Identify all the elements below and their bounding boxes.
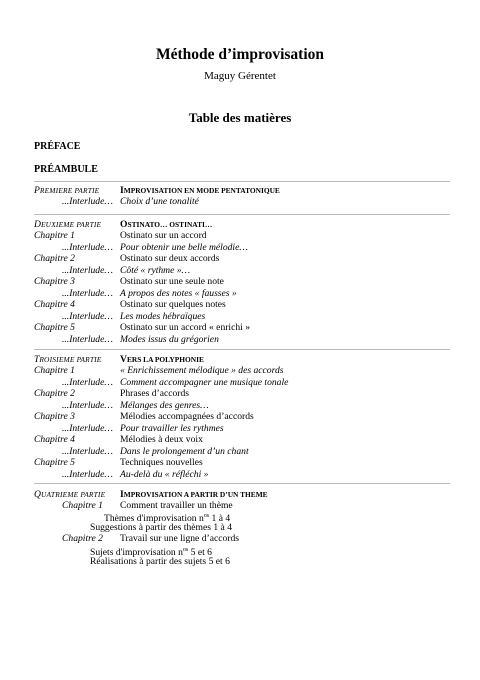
part-4-heading: IMPROVISATION A PARTIR D’UN THEME xyxy=(120,489,268,500)
chapter-label: Chapitre 2 xyxy=(34,388,75,399)
author-name: Maguy Gérentet xyxy=(204,70,276,82)
chapter-label: Chapitre 3 xyxy=(34,276,75,287)
toc-entry-preface: PRÉFACE xyxy=(34,141,81,152)
interlude-title: Comment accompagner une musique tonale xyxy=(120,376,289,388)
chapter-title: Comment travailler un thème xyxy=(120,500,233,511)
chapter-title: Phrases d’accords xyxy=(120,388,189,399)
toc-entry-preambule: PRÉAMBULE xyxy=(34,164,98,175)
chapter-title: Techniques nouvelles xyxy=(120,457,203,468)
interlude-title: A propos des notes « fausses » xyxy=(120,287,237,299)
chapter-label: Chapitre 4 xyxy=(34,434,75,445)
interlude-label: ...Interlude… xyxy=(62,196,113,207)
chapter-label: Chapitre 5 xyxy=(34,457,75,468)
chapter-label: Chapitre 3 xyxy=(34,411,75,422)
interlude-title: Pour obtenir une belle mélodie… xyxy=(120,241,248,253)
chapter-label: Chapitre 1 xyxy=(62,500,103,511)
part-2-heading: OSTINATO… OSTINATI… xyxy=(120,219,213,230)
part-3-heading: VERS LA POLYPHONIE xyxy=(120,354,204,365)
chapter-label: Chapitre 5 xyxy=(34,322,75,333)
chapter-label: Chapitre 2 xyxy=(62,533,103,544)
interlude-title: Dans le prolongement d’un chant xyxy=(120,445,249,457)
chapter-title: Ostinato sur un accord « enrichi » xyxy=(120,322,251,333)
chapter-label: Chapitre 4 xyxy=(34,299,75,310)
sub-entry: Thèmes d'improvisation $n^{os}$ 1 à 4 xyxy=(104,513,231,525)
toc-title: Table des matières xyxy=(188,110,292,125)
interlude-label: ...Interlude… xyxy=(62,445,113,457)
section-divider xyxy=(34,349,450,350)
interlude-label: ...Interlude… xyxy=(62,264,113,276)
section-divider xyxy=(34,214,450,215)
section-divider xyxy=(34,483,450,484)
section-divider xyxy=(34,181,450,182)
sub-entry: Sujets d'improvisation $n^{os}$ 5 et 6 xyxy=(90,547,212,559)
sub-entry: Suggestions à partir des thèmes 1 à 4 xyxy=(90,522,233,533)
part-2-label: DEUXIEME PARTIE xyxy=(34,219,102,230)
interlude-title: Côté « rythme »… xyxy=(120,264,191,276)
interlude-label: ...Interlude… xyxy=(62,422,113,434)
chapter-label: Chapitre 2 xyxy=(34,253,75,264)
interlude-title: Au-delà du « réfléchi » xyxy=(120,468,209,480)
part-4-label: QUATRIEME PARTIE xyxy=(34,489,106,500)
chapter-title: Ostinato sur une seule note xyxy=(120,276,224,287)
chapter-title: Ostinato sur deux accords xyxy=(120,253,220,264)
interlude-label: ...Interlude… xyxy=(62,241,113,253)
interlude-title: Choix d’une tonalité xyxy=(120,196,199,207)
interlude-label: ...Interlude… xyxy=(62,333,113,345)
chapter-title: Travail sur une ligne d’accords xyxy=(120,533,240,544)
part-3-label: TROISIEME PARTIE xyxy=(34,354,102,365)
chapter-label: Chapitre 1 xyxy=(34,365,75,376)
interlude-label: ...Interlude… xyxy=(62,310,113,322)
chapter-title: Mélodies accompagnées d’accords xyxy=(120,411,254,422)
interlude-title: Les modes hébraïques xyxy=(120,310,206,322)
interlude-label: ...Interlude… xyxy=(62,287,113,299)
chapter-title: « Enrichissement mélodique » des accords xyxy=(120,365,284,376)
interlude-title: Pour travailler les rythmes xyxy=(120,422,224,434)
chapter-title: Mélodies à deux voix xyxy=(120,434,203,445)
interlude-title: Modes issus du grégorien xyxy=(120,333,219,345)
interlude-label: ...Interlude… xyxy=(62,399,113,411)
chapter-title: Ostinato sur un accord xyxy=(120,230,207,241)
sub-entry: Réalisations à partir des sujets 5 et 6 xyxy=(90,556,230,567)
interlude-title: Mélanges des genres… xyxy=(120,399,209,411)
document-title: Méthode d’improvisation xyxy=(155,46,325,63)
chapter-label: Chapitre 1 xyxy=(34,230,75,241)
interlude-label: ...Interlude… xyxy=(62,468,113,480)
part-1-heading: IMPROVISATION EN MODE PENTATONIQUE xyxy=(120,185,280,196)
part-1-label: PREMIERE PARTIE xyxy=(34,185,100,196)
chapter-title: Ostinato sur quelques notes xyxy=(120,299,226,310)
interlude-label: ...Interlude… xyxy=(62,376,113,388)
